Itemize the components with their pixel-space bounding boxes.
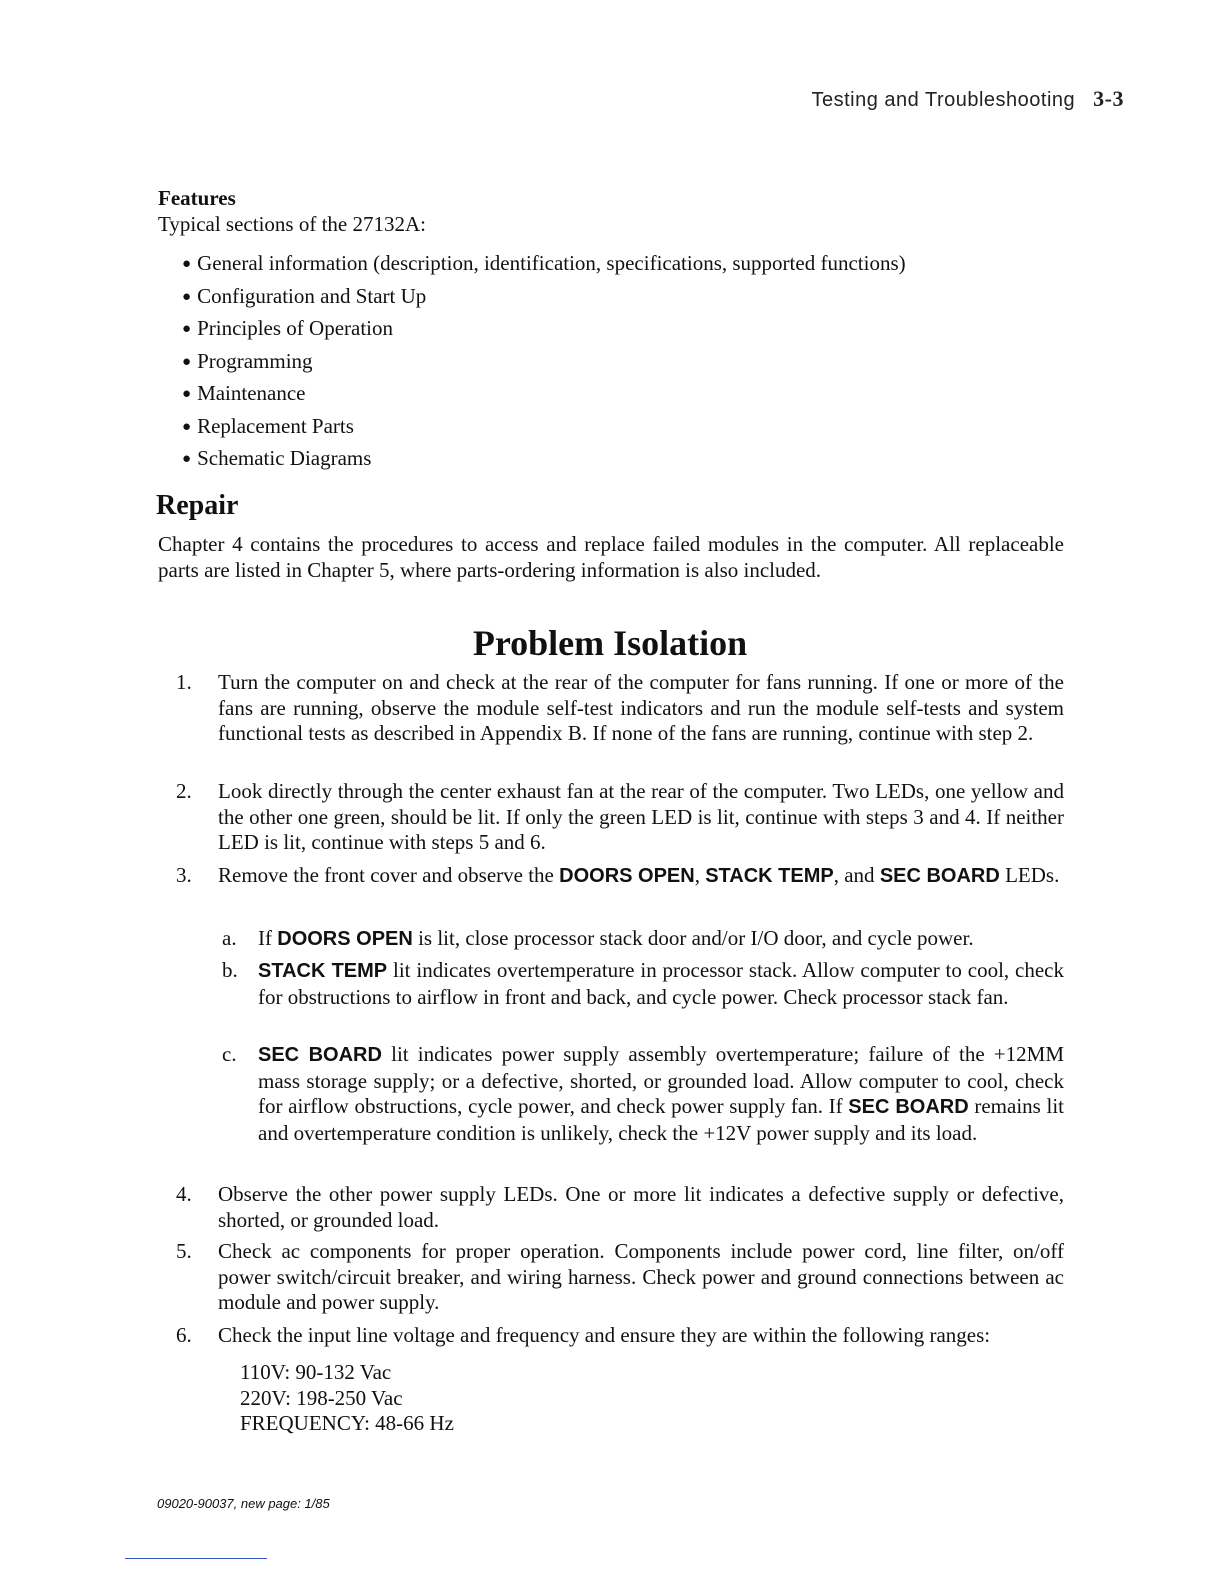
substep-letter: c. [222,1042,237,1066]
step-6 [176,1323,1064,1349]
substep-text: STACK TEMP lit indicates overtemperature in processor stack. Allow computer to cool, check for obstructions to airflow in front and back, and cycle power. Check processor stack fan. [258,958,1065,1009]
step-number: 4. [176,1182,192,1206]
led-sec-board: SEC BOARD [879,865,1000,887]
step-text: Check the input line voltage and frequency and ensure they are within the following ranges: [218,1323,991,1347]
led-doors-open: DOORS OPEN [559,865,695,887]
step-text: Remove the front cover and observe the DOORS OPEN, STACK TEMP, and SEC BOARD LEDs. [218,863,1060,887]
footer-rule [125,1558,267,1559]
step-number: 5. [176,1239,192,1263]
step-2 [176,779,1064,856]
substep-text: SEC BOARD lit indicates power supply assembly overtemperature; failure of the +12MM mass storage supply; or a defective, shorted, or grounded load. Allow computer to cool, check for airflow obstructions, cycle power, and check power supply fan. If SEC BOARD remains lit and overtemperature condition is unlikely, check the +12V power supply and its load. [258,1042,1064,1145]
repair-heading: Repair [156,490,239,521]
list-item: ● Principles of Operation [182,315,906,348]
features-heading: Features [158,186,236,210]
step-number: 6. [176,1323,192,1347]
step-text: Look directly through the center exhaust fan at the rear of the computer. Two LEDs, one yellow and the other one green, should be lit. If only the green LED is lit, continue with steps 3 and 4. If neither LED is lit, continue with steps 5 and 6. [218,779,1064,854]
led-stack-temp: STACK TEMP [705,865,834,887]
substep-c [222,1042,1064,1146]
page-footer: 09020-90037, new page: 1/85 [157,1496,330,1511]
substep-letter: b. [222,958,238,982]
step-text: Turn the computer on and check at the rear of the computer for fans running. If one or more of the fans are running, observe the module self-test indicators and run the module self-tests and system functional tests as described in Appendix B. If none of the fans are running, continue with step 2. [218,670,1064,745]
step-5 [176,1239,1064,1316]
list-item: ● Configuration and Start Up [182,283,906,316]
substep-text: If DOORS OPEN is lit, close processor stack door and/or I/O door, and cycle power. [258,926,974,950]
voltage-ranges [240,1360,454,1437]
features-list [182,250,906,478]
substep-letter: a. [222,926,237,950]
step-text: Check ac components for proper operation. Components include power cord, line filter, on/off power switch/circuit breaker, and wiring harness. Check power and ground connections between ac module and power supply. [218,1239,1064,1314]
step-1 [176,670,1064,747]
substep-a [222,926,1064,953]
problem-isolation-heading: Problem Isolation [472,623,748,663]
substep-b [222,958,1064,1010]
step-text: Observe the other power supply LEDs. One or more lit indicates a defective supply or defective, shorted, or grounded load. [218,1182,1064,1232]
step-3 [176,863,1064,890]
features-intro: Typical sections of the 27132A: [158,212,426,236]
range-110v: 110V: 90-132 Vac [240,1360,392,1384]
list-item: ● Programming [182,348,906,381]
step-number: 2. [176,779,192,803]
range-220v: 220V: 198-250 Vac [240,1385,403,1410]
list-item: ● Replacement Parts [182,413,906,446]
list-item: ● Schematic Diagrams [182,445,906,478]
step-number: 3. [176,863,192,887]
step-4 [176,1182,1064,1233]
list-item: ● General information (description, identification, specifications, supported functions) [182,250,906,283]
section-title: Testing and Troubleshooting [811,89,1076,111]
page-header [811,86,1124,112]
range-frequency: FREQUENCY: 48-66 Hz [240,1411,454,1435]
list-item: ● Maintenance [182,380,906,413]
step-number: 1. [176,670,192,694]
repair-paragraph: Chapter 4 contains the procedures to access and replace failed modules in the computer. All replaceable parts are listed in Chapter 5, where parts-ordering information is also included. [158,532,1064,582]
page-number: 3-3 [1093,86,1124,111]
